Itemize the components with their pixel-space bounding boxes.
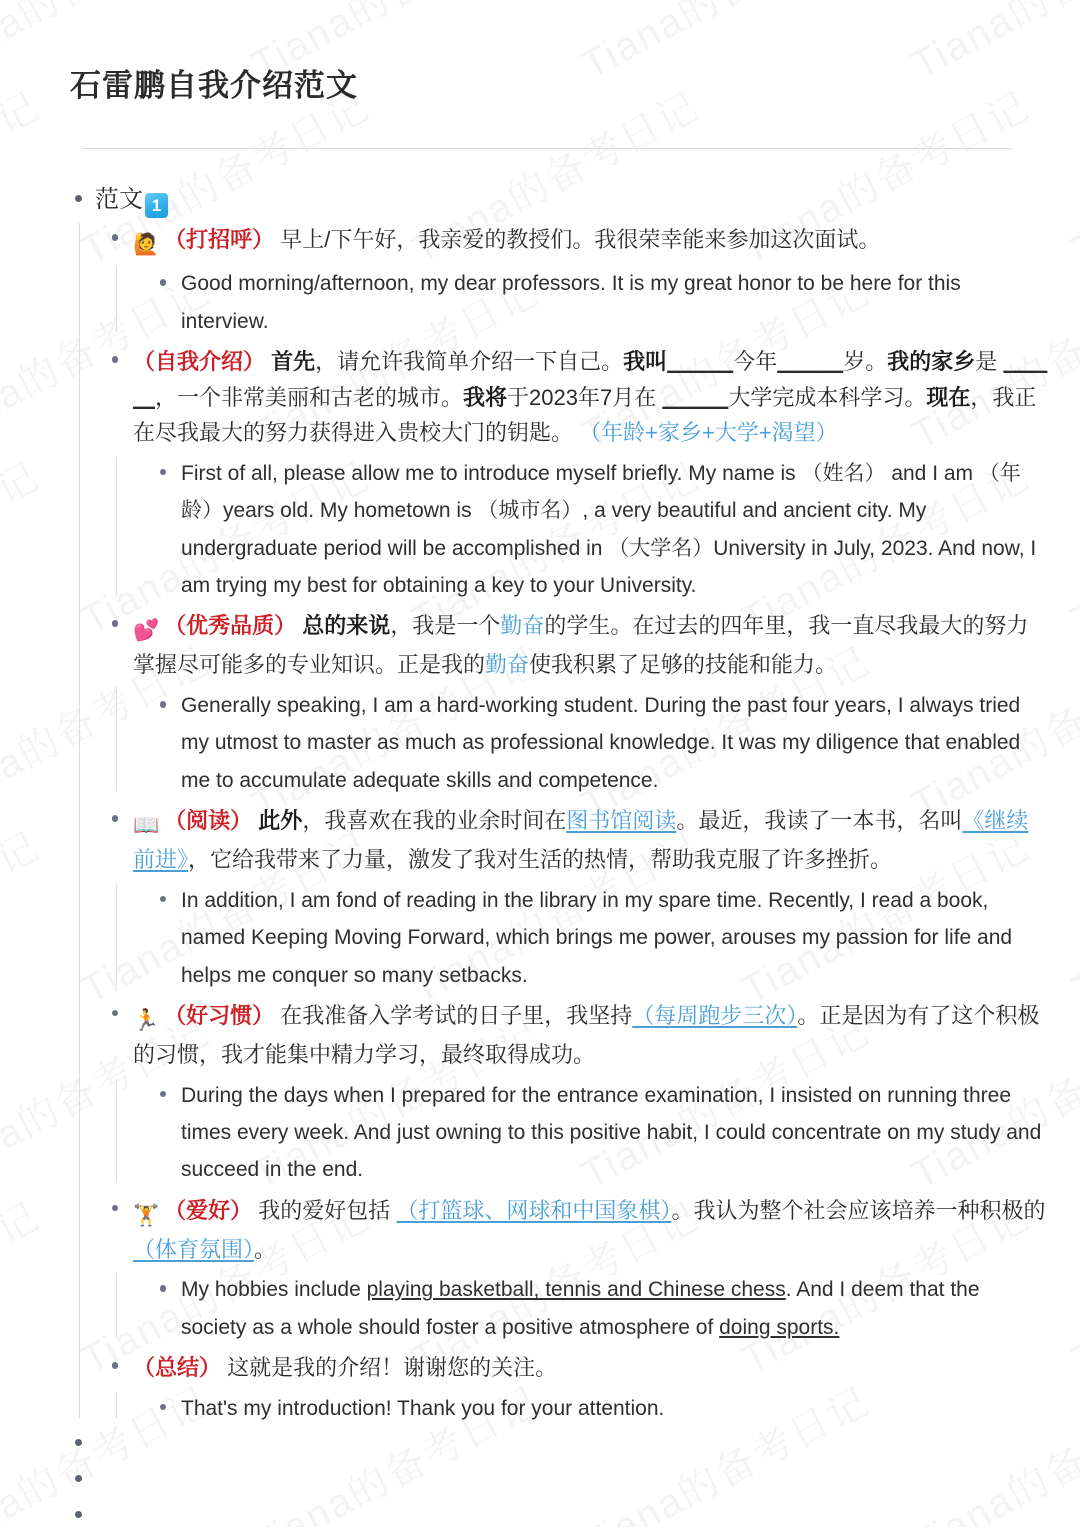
body-text: 使我积累了足够的技能和能力。 <box>529 652 838 678</box>
bullet-icon <box>105 802 125 822</box>
bullet-icon <box>153 1077 173 1098</box>
bullet-icon <box>68 1427 88 1446</box>
section-reading <box>105 802 1050 994</box>
list-item[interactable] <box>105 221 1050 264</box>
open-book-icon: 📖 <box>133 813 160 838</box>
bullet-icon <box>153 455 173 476</box>
body-text: 今年 <box>733 349 778 375</box>
blank-field: ＿＿＿ <box>662 384 729 410</box>
emph-text: 现在 <box>926 384 971 410</box>
section-conclusion <box>105 1349 1050 1427</box>
emph-text: 我将 <box>463 384 508 410</box>
list-item[interactable] <box>68 1499 1050 1535</box>
root-label: 范文 <box>95 186 143 214</box>
body-text: 。 <box>254 1236 277 1262</box>
body-text: ，一个非常美丽和古老的城市。 <box>155 384 464 410</box>
body-text: 我的爱好包括 <box>258 1197 397 1223</box>
title-divider <box>82 148 1012 149</box>
hobbies-cn-text <box>125 1192 1050 1271</box>
reading-cn-text <box>125 802 1050 881</box>
section-tag: （爱好） <box>164 1197 253 1223</box>
page-title: 石雷鹏自我介绍范文 <box>70 68 358 103</box>
empty-list-item[interactable] <box>68 1427 1050 1463</box>
hobbies-en-text <box>173 1271 1050 1346</box>
greeting-children <box>116 265 1050 340</box>
highlight-text: 勤奋 <box>485 652 530 678</box>
good-quality-en-text: Generally speaking, I am a hard-working student. During the past four years, I always tried my utmost to master as much as professional knowledge. It was my diligence that enabled me to accumulate adequate skills and competence. <box>181 694 1021 792</box>
bullet-icon <box>153 882 173 903</box>
list-item[interactable] <box>153 1271 1050 1346</box>
outline-node-root <box>68 183 1050 1427</box>
conclusion-cn-text <box>125 1349 1050 1389</box>
body-text: 。我认为整个社会应该培养一种积极的 <box>671 1197 1046 1223</box>
keycap-one-icon: 1 <box>145 193 168 218</box>
hobbies-en <box>153 1271 1050 1346</box>
root-children <box>79 221 1050 1427</box>
highlight-text: 勤奋 <box>500 613 545 639</box>
body-text: My hobbies include <box>181 1278 367 1302</box>
self-introduction-en <box>153 455 1050 605</box>
body-text: . And I deem that the society as a whole should foster a positive atmosphere of <box>181 1278 980 1339</box>
section-tag: （打招呼） <box>164 227 275 253</box>
reading-en-text: In addition, I am fond of reading in the library in my spare time. Recently, I read a book, named Keeping Moving Forward, which brings me power, arouses my passion for life and helps me conquer so many setbacks. <box>181 888 1013 987</box>
section-tag: （自我介绍） <box>133 349 266 375</box>
good-habit-children <box>116 1077 1050 1189</box>
outline-root <box>0 183 1080 1535</box>
section-good-quality <box>105 607 1050 799</box>
bullet-icon <box>68 1499 88 1518</box>
highlight-text: 《继续前进》 <box>133 808 1029 873</box>
reading-en <box>153 882 1050 994</box>
section-greeting <box>105 221 1050 340</box>
list-item[interactable] <box>105 607 1050 686</box>
underlined-text: doing sports. <box>719 1315 840 1339</box>
body-text: 的学生。在过去的四年里，我一直尽我最大的努力掌握尽可能多的专业知识。正是我的 <box>133 613 1029 678</box>
self-introduction-children <box>116 455 1050 605</box>
list-item[interactable] <box>68 1463 1050 1499</box>
list-item[interactable] <box>68 183 1050 218</box>
bullet-icon <box>153 1390 173 1411</box>
underlined-text: playing basketball, tennis and Chinese chess <box>366 1278 786 1302</box>
section-body: 这就是我的介绍！谢谢您的关注。 <box>227 1355 558 1381</box>
list-item[interactable] <box>153 1077 1050 1189</box>
trailing-empty-bullets <box>0 1427 1050 1535</box>
reading-children <box>116 882 1050 994</box>
good-habit-en <box>153 1077 1050 1189</box>
body-text: ，请允许我简单介绍一下自己。 <box>315 349 624 375</box>
bullet-icon <box>68 1463 88 1482</box>
greeting-en <box>153 265 1050 340</box>
list-item[interactable] <box>153 1390 1050 1427</box>
conclusion-en-text: That's my introduction! Thank you for your attention. <box>181 1396 665 1420</box>
runner-icon: 🏃 <box>133 1007 160 1032</box>
body-text: 岁。 <box>843 349 888 375</box>
list-item[interactable] <box>68 1427 1050 1463</box>
body-text: 于2023年7月在 <box>507 384 663 410</box>
list-item[interactable] <box>153 882 1050 994</box>
blank-field: ＿＿＿ <box>777 349 844 375</box>
greeting-en-text: Good morning/afternoon, my dear professors. It is my great honor to be here for this interview. <box>181 272 961 333</box>
empty-list-item[interactable] <box>68 1463 1050 1499</box>
body-text: ，我是一个 <box>390 613 501 639</box>
emph-text: 此外 <box>258 808 303 834</box>
emph-text: 我的家乡 <box>887 349 976 375</box>
empty-list-item[interactable] <box>68 1499 1050 1535</box>
weight-lifter-icon: 🏋 <box>133 1202 160 1227</box>
body-text: 大学完成本科学习。 <box>728 384 927 410</box>
section-tag: （优秀品质） <box>164 613 297 639</box>
list-item[interactable] <box>153 455 1050 605</box>
good-quality-children <box>116 687 1050 799</box>
emph-text: 首先 <box>271 349 316 375</box>
greeting-cn-text <box>125 221 1050 264</box>
bullet-icon <box>105 221 125 241</box>
self-introduction-cn-text <box>125 343 1050 454</box>
highlight-text: （体育氛围） <box>133 1236 255 1262</box>
blank-field: ＿＿＿ <box>667 349 734 375</box>
bullet-icon <box>105 343 125 363</box>
body-text: 在我准备入学考试的日子里，我坚持 <box>280 1002 633 1028</box>
section-good-habit <box>105 997 1050 1189</box>
bullet-icon <box>153 687 173 708</box>
list-item[interactable] <box>105 343 1050 454</box>
bullet-icon <box>105 1192 125 1212</box>
self-introduction-en-text: First of all, please allow me to introduce myself briefly. My name is （姓名） and I am （年龄）years old. My hometown is （城市名）, a very beautiful and ancient city. My undergraduate period will be accomplished in （大学名）University in July, 2023. And now, I am trying my best for obtaining a key to your University. <box>181 461 1037 598</box>
bullet-icon <box>153 1271 173 1292</box>
body-text: ，我喜欢在我的业余时间在 <box>302 808 567 834</box>
list-item[interactable] <box>153 265 1050 340</box>
good-quality-en <box>153 687 1050 799</box>
bullet-icon <box>68 183 88 202</box>
section-tag: （阅读） <box>164 808 253 834</box>
blank-field: ＿＿＿ <box>133 349 1048 410</box>
body-text: 。最近，我读了一本书，名叫 <box>676 808 963 834</box>
bullet-icon <box>105 997 125 1017</box>
two-hearts-icon: 💕 <box>133 618 160 643</box>
list-item[interactable] <box>153 687 1050 799</box>
section-tag: （总结） <box>133 1355 222 1381</box>
body-text: 。正是因为有了这个积极的习惯，我才能集中精力学习，最终取得成功。 <box>133 1002 1040 1067</box>
list-item[interactable] <box>105 802 1050 881</box>
bullet-icon <box>105 1349 125 1369</box>
bullet-icon <box>153 265 173 286</box>
body-text: ，我正在尽我最大的努力获得进入贵校大门的钥匙。 <box>133 384 1037 446</box>
list-item[interactable] <box>105 1349 1050 1389</box>
emph-text: 我叫 <box>623 349 668 375</box>
section-tag: （好习惯） <box>164 1002 275 1028</box>
good-habit-cn-text <box>125 997 1050 1076</box>
person-raising-hand-icon: 🙋 <box>133 232 160 257</box>
section-hobbies <box>105 1192 1050 1346</box>
bullet-icon <box>105 607 125 627</box>
highlight-text: 图书馆阅读 <box>566 808 677 834</box>
good-habit-en-text: During the days when I prepared for the entrance examination, I insisted on running three times every week. And just owning to this positive habit, I could concentrate on my study and succeed in the end. <box>181 1083 1042 1182</box>
conclusion-children <box>116 1390 1050 1427</box>
list-item[interactable] <box>105 997 1050 1076</box>
section-self-introduction <box>105 343 1050 604</box>
body-text: 是 <box>975 349 1004 375</box>
hint-text: （年龄+家乡+大学+渴望） <box>579 420 838 446</box>
hobbies-children <box>116 1271 1050 1346</box>
good-quality-cn-text <box>125 607 1050 686</box>
body-text: ，它给我带来了力量，激发了我对生活的热情，帮助我克服了许多挫折。 <box>188 847 893 873</box>
list-item[interactable] <box>105 1192 1050 1271</box>
emph-text: 总的来说 <box>302 613 391 639</box>
section-body: 早上/下午好，我亲爱的教授们。我很荣幸能来参加这次面试。 <box>280 227 881 253</box>
highlight-text: （每周跑步三次） <box>632 1002 798 1028</box>
conclusion-en <box>153 1390 1050 1427</box>
root-label-text <box>88 183 1050 218</box>
highlight-text: （打篮球、网球和中国象棋） <box>396 1197 672 1223</box>
